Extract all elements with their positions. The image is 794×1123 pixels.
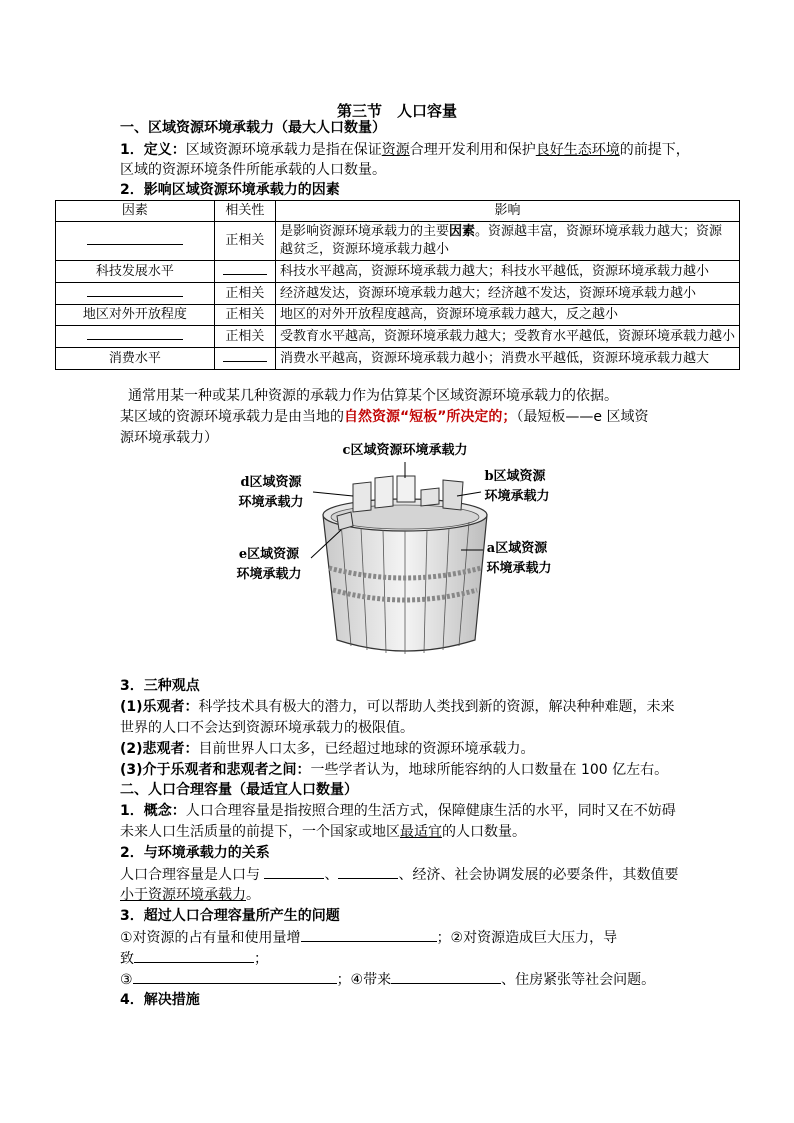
shortboard-text-tail: （最短板——e 区域资 — [516, 409, 649, 425]
definition-label: 1．定义： — [120, 142, 186, 158]
fill-blank[interactable] — [223, 262, 267, 275]
factor-blank-cell — [56, 283, 215, 305]
middle-view-line — [120, 760, 690, 780]
definition-line2: 区域的资源环境条件所能承载的人口数量。 — [120, 162, 386, 178]
effect-cell: 受教育水平越高，资源环境承载力越大；受教育水平越低，资源环境承载力越小 — [275, 326, 739, 348]
label-e-line1: e区域资源 — [238, 547, 300, 562]
effect-text: 是影响资源环境承载力的主要 — [279, 224, 449, 239]
problems-line2 — [120, 948, 690, 969]
effect-cell: 经济越发达，资源环境承载力越大；经济越不发达，资源环境承载力越小 — [275, 283, 739, 305]
table-row — [56, 305, 740, 326]
estimation-note: 通常用某一种或某几种资源的承载力作为估算某个区域资源环境承载力的依据。 — [128, 388, 618, 404]
concept-underline: 最适宜 — [400, 824, 442, 840]
shortboard-line1 — [120, 407, 690, 427]
middle-view-text: 一些学者认为，地球所能容纳的人口数量在 100 亿左右。 — [310, 762, 669, 778]
problem-3-label: ③ — [120, 972, 133, 988]
label-b-line2: 环境承载力 — [484, 489, 550, 504]
pessimist-text: 目前世界人口太多，已经超过地球的资源环境承载力。 — [198, 741, 535, 757]
definition-line1 — [120, 140, 690, 160]
shortboard-highlight: 自然资源“短板”所决定的； — [344, 409, 517, 425]
relation-sep: 、 — [324, 867, 339, 883]
effect-bold-text: 因素 — [449, 224, 476, 239]
views-heading: 3．三种观点 — [120, 678, 200, 694]
pessimist-label: (2)悲观者： — [120, 741, 199, 757]
factors-table — [55, 200, 740, 370]
fill-blank[interactable] — [87, 284, 183, 297]
definition-text-1: 区域资源环境承载力是指在保证 — [185, 142, 382, 158]
correlation-cell: 正相关 — [214, 326, 275, 348]
problem-4-text: ；④带来 — [336, 972, 392, 988]
optimist-label: (1)乐观者： — [120, 699, 199, 715]
label-c: c区域资源环境承载力 — [342, 443, 468, 458]
header-factor: 因素 — [56, 201, 215, 222]
table-header-row — [56, 201, 740, 222]
problem-2-end: ； — [254, 951, 268, 967]
fill-blank[interactable] — [134, 948, 254, 963]
fill-blank[interactable] — [264, 864, 324, 879]
optimist-line2: 世界的人口不会达到资源环境承载力的极限值。 — [120, 720, 414, 736]
relation-end: 。 — [246, 887, 260, 903]
concept-line2 — [120, 822, 690, 842]
page-title: 第三节 人口容量 — [336, 102, 457, 120]
effect-cell: 科技水平越高，资源环境承载力越大；科技水平越低，资源环境承载力越小 — [275, 261, 739, 283]
factor-cell: 消费水平 — [56, 348, 215, 370]
fill-blank[interactable] — [87, 232, 183, 245]
optimist-line1 — [120, 697, 690, 717]
definition-text-2: 合理开发利用和保护 — [409, 142, 536, 158]
relation-text-2: 、经济、社会协调发展的必要条件，其数值要 — [398, 867, 679, 883]
problems-line1 — [120, 927, 690, 948]
effect-text-tail: 。资源越丰富，资源环境承载力越大；资源越贫乏，资源环境承载力越小 — [279, 224, 723, 257]
effect-cell — [275, 222, 739, 261]
fill-blank[interactable] — [338, 864, 398, 879]
label-a-line2: 环境承载力 — [486, 561, 552, 576]
correlation-blank-cell — [214, 348, 275, 370]
effect-cell: 地区的对外开放程度越高，资源环境承载力越大，反之越小 — [275, 305, 739, 326]
header-correlation: 相关性 — [214, 201, 275, 222]
correlation-blank-cell — [214, 261, 275, 283]
fill-blank[interactable] — [133, 969, 337, 984]
shortboard-line2: 源环境承载力） — [120, 430, 218, 446]
table-row — [56, 261, 740, 283]
problems-heading: 3．超过人口合理容量所产生的问题 — [120, 908, 340, 924]
barrel-illustration — [323, 476, 487, 654]
problem-4-end: 、住房紧张等社会问题。 — [501, 972, 656, 988]
correlation-cell: 正相关 — [214, 222, 275, 261]
concept-text: 人口合理容量是指按照合理的生活方式，保障健康生活的水平，同时又在不妨碍 — [185, 803, 676, 819]
factor-cell: 地区对外开放程度 — [56, 305, 215, 326]
factor-blank-cell — [56, 326, 215, 348]
relation-line2 — [120, 885, 690, 905]
concept-line1 — [120, 801, 690, 821]
factor-blank-cell — [56, 222, 215, 261]
fill-blank[interactable] — [223, 349, 267, 362]
concept-text-3: 的人口数量。 — [442, 824, 526, 840]
fill-blank[interactable] — [301, 927, 437, 942]
fill-blank[interactable] — [391, 969, 501, 984]
label-a-line1: a区域资源 — [486, 541, 548, 556]
problem-2-text: ；②对资源造成巨大压力，导 — [436, 930, 618, 946]
correlation-cell: 正相关 — [214, 305, 275, 326]
relation-underline: 小于资源环境承载力 — [120, 887, 246, 903]
factor-cell: 科技发展水平 — [56, 261, 215, 283]
factors-heading: 2．影响区域资源环境承载力的因素 — [120, 182, 340, 198]
definition-underline-resources: 资源 — [381, 142, 410, 158]
shortboard-text: 某区域的资源环境承载力是由当地的 — [120, 409, 344, 425]
table-row — [56, 222, 740, 261]
middle-view-label: (3)介于乐观者和悲观者之间： — [120, 762, 311, 778]
problems-line3 — [120, 969, 690, 990]
pessimist-line — [120, 739, 690, 759]
section2-heading: 二、人口合理容量（最适宜人口数量） — [120, 782, 358, 798]
label-d-line2: 环境承载力 — [238, 495, 304, 510]
section1-heading: 一、区域资源环境承载力（最大人口数量） — [120, 120, 386, 136]
problem-1-text: ①对资源的占有量和使用量增 — [120, 930, 301, 946]
measures-heading: 4．解决措施 — [120, 992, 200, 1008]
correlation-cell: 正相关 — [214, 283, 275, 305]
label-e-line2: 环境承载力 — [236, 567, 302, 582]
effect-cell: 消费水平越高，资源环境承载力越小；消费水平越低，资源环境承载力越大 — [275, 348, 739, 370]
barrel-diagram — [225, 440, 585, 670]
header-effect: 影响 — [275, 201, 739, 222]
label-d-line1: d区域资源 — [240, 475, 302, 490]
problem-2-cont: 致 — [120, 951, 134, 967]
definition-underline-ecology: 良好生态环境 — [535, 142, 620, 158]
relation-line1 — [120, 864, 690, 885]
definition-text-3: 的前提下， — [619, 142, 690, 158]
relation-heading: 2．与环境承载力的关系 — [120, 845, 270, 861]
relation-text: 人口合理容量是人口与 — [120, 867, 265, 883]
table-row — [56, 326, 740, 348]
optimist-text: 科学技术具有极大的潜力，可以帮助人类找到新的资源，解决种种难题，未来 — [198, 699, 675, 715]
label-b-line1: b区域资源 — [484, 469, 546, 484]
concept-label: 1．概念： — [120, 803, 186, 819]
fill-blank[interactable] — [87, 327, 183, 340]
table-row — [56, 283, 740, 305]
table-row — [56, 348, 740, 370]
concept-text-2: 未来人口生活质量的前提下，一个国家或地区 — [120, 824, 400, 840]
